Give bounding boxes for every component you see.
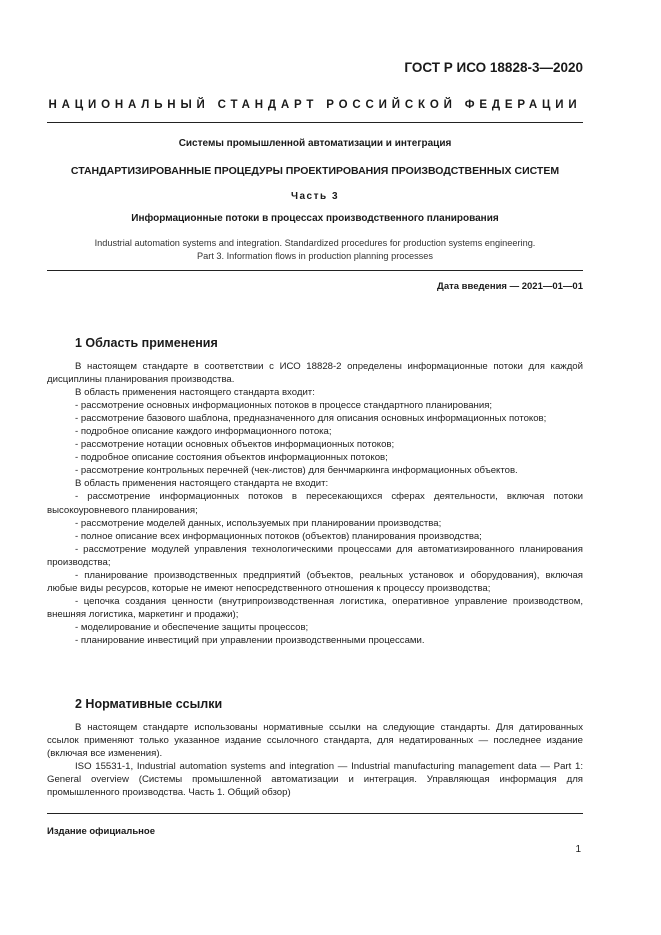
section-2-paragraph: В настоящем стандарте использованы нормативные ссылки на следующие стандарты. Для датированных ссылок применяют только указанное издание ссылочного стандарта, для недатированных — последнее издание (включая все изменения). — [47, 722, 583, 760]
section-2-body — [47, 721, 583, 799]
list-item: - рассмотрение нотации основных объектов информационных потоков; — [75, 439, 395, 451]
section-1-body — [47, 360, 583, 647]
list-item: - рассмотрение моделей данных, используемых при планировании производства; — [75, 517, 442, 529]
section-2-heading: 2 Нормативные ссылки — [75, 697, 223, 711]
title-subtitle: Информационные потоки в процессах производственного планирования — [131, 213, 499, 224]
list-item: - цепочка создания ценности (внутрипроизводственная логистика, оперативное управление производством, внешняя логистика, маркетинг и продажи); — [47, 595, 583, 620]
national-standard-banner: НАЦИОНАЛЬНЫЙ СТАНДАРТ РОССИЙСКОЙ ФЕДЕРАЦИИ — [48, 99, 582, 111]
list-item: - планирование производственных предприятий (объектов, реальных установок и оборудования), включая любые виды ресурсов, которые не имеют непосредственного отношения к процессу производства; — [47, 569, 583, 594]
footer-divider — [47, 813, 583, 814]
title-part: Часть 3 — [290, 191, 340, 202]
list-item: - рассмотрение базового шаблона, предназначенного для описания основных информационных потоков; — [75, 413, 547, 425]
title-series: Системы промышленной автоматизации и интеграция — [178, 138, 452, 149]
date-of-introduction: Дата введения — 2021—01—01 — [437, 281, 583, 292]
top-divider — [47, 122, 583, 123]
official-edition-label: Издание официальное — [47, 826, 155, 837]
includes-label: В область применения настоящего стандарта входит: — [75, 387, 315, 399]
date-divider — [47, 270, 583, 271]
english-title — [47, 237, 583, 263]
list-item: - рассмотрение информационных потоков в пересекающихся сферах деятельности, включая потоки высокоуровневого планирования; — [47, 491, 583, 516]
list-item: - моделирование и обеспечение защиты процессов; — [75, 621, 309, 633]
list-item: - рассмотрение контрольных перечней (чек-листов) для бенчмаркинга информационных объектов. — [75, 465, 518, 477]
english-title-line1: Industrial automation systems and integration. Standardized procedures for production systems engineering. — [94, 238, 536, 248]
excludes-label: В область применения настоящего стандарта не входит: — [75, 478, 329, 490]
page-number: 1 — [575, 844, 581, 855]
normative-reference: ISO 15531-1, Industrial automation systems and integration — Industrial manufacturing management data — Part 1: General overview (Системы промышленной автоматизации и интеграция. Управляющая информация для промышленного производства. Часть 1. Общий обзор) — [47, 761, 583, 799]
title-main: СТАНДАРТИЗИРОВАННЫЕ ПРОЦЕДУРЫ ПРОЕКТИРОВАНИЯ ПРОИЗВОДСТВЕННЫХ СИСТЕМ — [70, 165, 560, 177]
list-item: - подробное описание каждого информационного потока; — [75, 426, 332, 438]
section-1-heading: 1 Область применения — [75, 336, 218, 350]
section-1-intro: В настоящем стандарте в соответствии с ИСО 18828-2 определены информационные потоки для каждой дисциплины планирования производства. — [47, 361, 583, 386]
standard-code: ГОСТ Р ИСО 18828-3—2020 — [404, 60, 583, 75]
list-item: - рассмотрение модулей управления технологическими процессами для автоматизированного планирования производства; — [47, 543, 583, 568]
list-item: - подробное описание состояния объектов информационных потоков; — [75, 452, 388, 464]
english-title-line2: Part 3. Information flows in production planning processes — [197, 251, 433, 261]
list-item: - полное описание всех информационных потоков (объектов) планирования производства; — [75, 530, 482, 542]
list-item: - планирование инвестиций при управлении производственными процессами. — [75, 634, 425, 646]
list-item: - рассмотрение основных информационных потоков в процессе стандартного планирования; — [75, 400, 493, 412]
